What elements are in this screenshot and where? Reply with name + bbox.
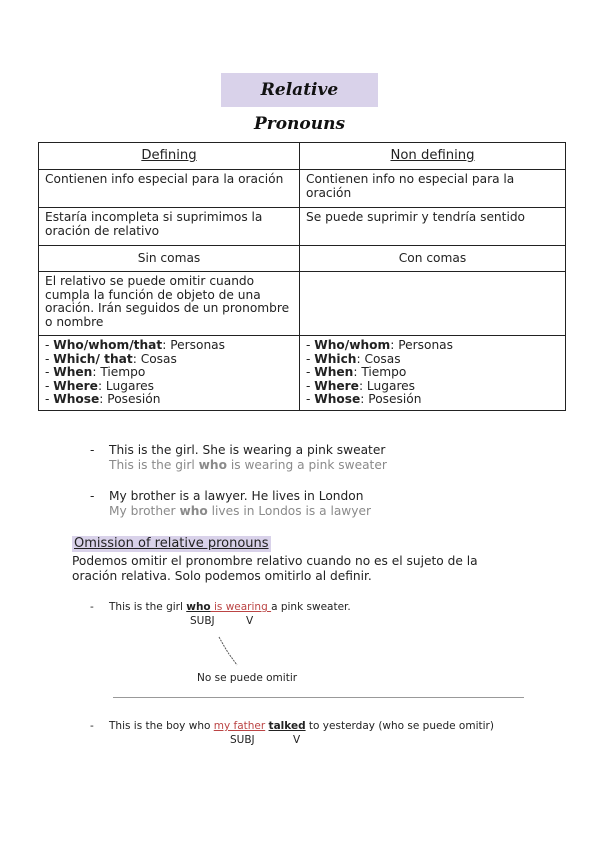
page-title: Relative Pronouns (221, 73, 378, 107)
divider (113, 697, 524, 698)
list-item: - Which/ that: Cosas (45, 351, 177, 366)
example-2-sentences (109, 489, 371, 519)
bullet-dash: - (90, 720, 94, 732)
verb-label: V (293, 734, 301, 746)
example-2-original: My brother is a lawyer. He lives in London (109, 489, 364, 503)
omission-explanation: Podemos omitir el pronombre relativo cuando no es el sujeto de la oración relativa. Solo podemos omitirlo al definir. (72, 554, 478, 583)
cell-defining-incomplete: Estaría incompleta si suprimimos la oración de relativo (39, 208, 300, 246)
omission-example-1: This is the girl who is wearing a pink sweater. (109, 601, 351, 613)
omission-section-title: Omission of relative pronouns (74, 536, 269, 551)
cannot-omit-note: No se puede omitir (197, 672, 298, 684)
verb-talked: talked (268, 720, 306, 732)
arrow-line (215, 634, 245, 668)
subject-phrase: my father (213, 720, 266, 732)
omission-example-2: This is the boy who my father talked to yesterday (who se puede omitir) (109, 720, 494, 732)
list-item: - Who/whom: Personas (306, 338, 453, 352)
list-item: - Who/whom/that: Personas (45, 338, 226, 352)
cell-nondefining-info: Contienen info no especial para la oración (300, 170, 566, 208)
example-1-sentences (109, 443, 387, 473)
cell-defining-commas: Sin comas (39, 246, 300, 272)
subj-label: SUBJ (230, 734, 255, 746)
list-item: - Whose: Posesión (45, 392, 161, 406)
cell-nondefining-suppress: Se puede suprimir y tendría sentido (300, 208, 566, 246)
cell-defining-info: Contienen info especial para la oración (39, 170, 300, 208)
example-2-combined: My brother who lives in Londos is a lawyer (109, 504, 371, 518)
list-item: - Where: Lugares (45, 378, 155, 393)
list-item: - When: Tiempo (45, 365, 146, 379)
list-item: - When: Tiempo (306, 365, 407, 379)
cell-nondefining-commas: Con comas (300, 246, 566, 272)
header-non-defining: Non defining (300, 143, 566, 170)
list-item: - Whose: Posesión (306, 392, 422, 406)
list-item: - Which: Cosas (306, 351, 401, 366)
nondefining-pronoun-list (300, 336, 566, 411)
bullet-dash: - (90, 601, 94, 613)
relative-pronoun-who: who (186, 601, 211, 613)
cell-defining-omit: El relativo se puede omitir cuando cumpla la función de objeto de una oración. Irán seguidos de un pronombre o nombre (39, 272, 300, 336)
example-1-original: This is the girl. She is wearing a pink sweater (109, 443, 386, 457)
relative-pronouns-table (38, 142, 566, 411)
bullet-dash: - (90, 443, 95, 457)
header-defining: Defining (39, 143, 300, 170)
verb-label: V (246, 615, 254, 627)
example-1-combined: This is the girl who is wearing a pink sweater (109, 458, 387, 472)
cell-nondefining-empty (300, 272, 566, 336)
defining-pronoun-list (39, 336, 300, 411)
subj-label: SUBJ (190, 615, 215, 627)
verb-phrase: is wearing (210, 601, 272, 613)
list-item: - Where: Lugares (306, 378, 416, 393)
bullet-dash: - (90, 489, 95, 503)
